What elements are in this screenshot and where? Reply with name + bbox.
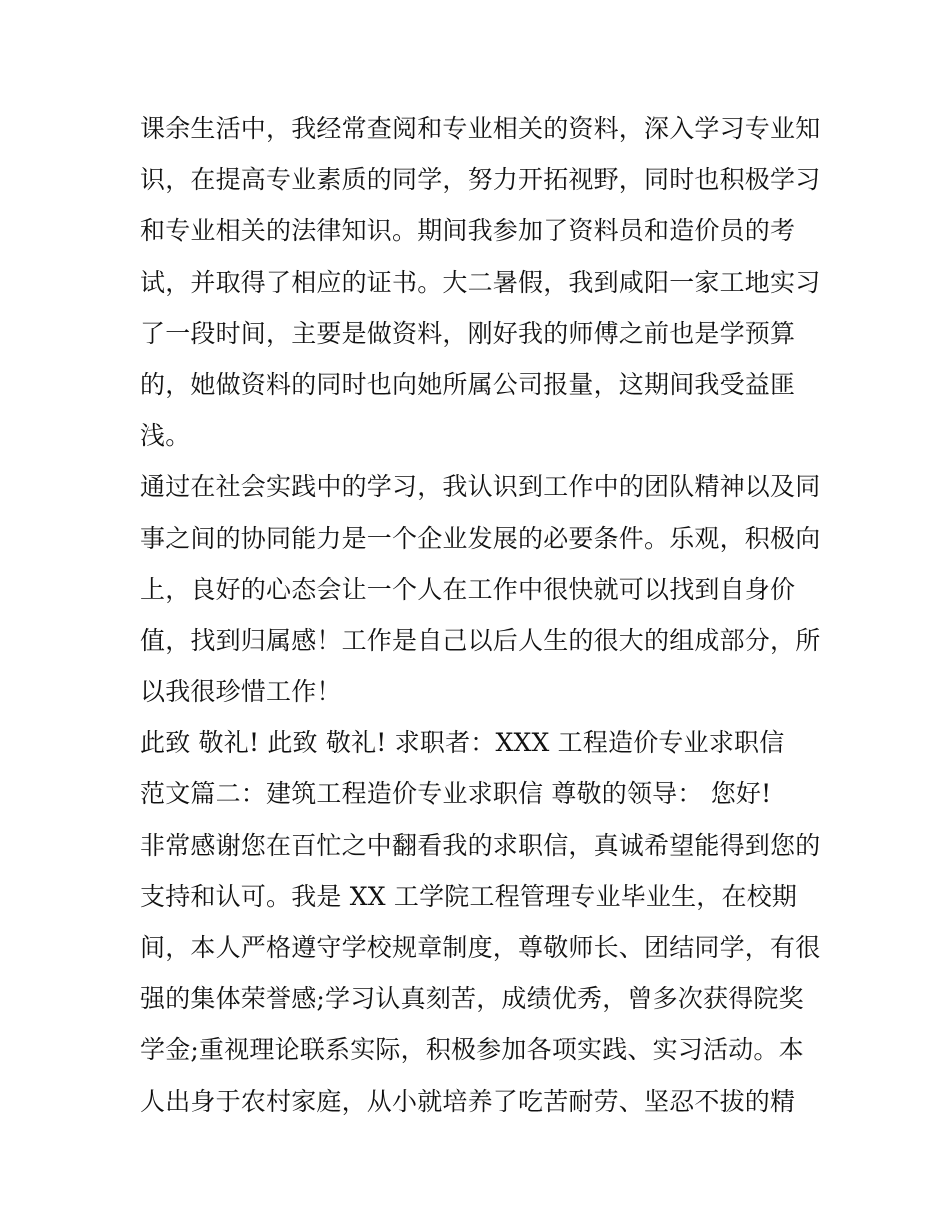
text-line-2: 识，在提高专业素质的同学，努力开拓视野，同时也积极学习 [140, 165, 821, 195]
text-line-10: 上，良好的心态会让一个人在工作中很快就可以找到自身价 [140, 574, 796, 604]
text-line-17: 间，本人严格遵守学校规章制度，尊敬师长、团结同学，有很 [140, 933, 821, 962]
text-line-15: 非常感谢您在百忙之中翻看我的求职信，真诚希望能得到您的 [140, 830, 821, 860]
text-line-7: 浅。 [140, 421, 191, 451]
text-line-11: 值，找到归属感！工作是自己以后人生的很大的组成部分，所 [140, 625, 821, 655]
text-line-8: 通过在社会实践中的学习，我认识到工作中的团队精神以及同 [140, 472, 821, 502]
text-line-4: 试，并取得了相应的证书。大二暑假，我到咸阳一家工地实习 [140, 267, 821, 297]
text-line-14: 范文篇二：建筑工程造价专业求职信 尊敬的领导： 您好! [140, 779, 772, 809]
document-body [140, 103, 830, 1127]
text-line-6: 的，她做资料的同时也向她所属公司报量，这期间我受益匪 [140, 369, 796, 399]
text-line-13: 此致 敬礼! 此致 敬礼! 求职者：XXX 工程造价专业求职信 [140, 728, 785, 758]
text-line-19: 学金;重视理论联系实际，积极参加各项实践、实习活动。本 [140, 1035, 804, 1065]
text-line-9: 事之间的协同能力是一个企业发展的必要条件。乐观，积极向 [140, 523, 821, 553]
text-line-18: 强的集体荣誉感;学习认真刻苦，成绩优秀，曾多次获得院奖 [140, 984, 804, 1014]
text-line-5: 了一段时间，主要是做资料，刚好我的师傅之前也是学预算 [140, 318, 796, 348]
text-line-16: 支持和认可。我是 XX 工学院工程管理专业毕业生，在校期 [140, 881, 798, 911]
text-line-3: 和专业相关的法律知识。期间我参加了资料员和造价员的考 [140, 216, 796, 246]
text-line-20: 人出身于农村家庭，从小就培养了吃苦耐劳、坚忍不拔的精 [140, 1086, 796, 1116]
text-line-12: 以我很珍惜工作！ [140, 677, 342, 707]
text-line-1: 课余生活中，我经常查阅和专业相关的资料，深入学习专业知 [140, 114, 821, 143]
